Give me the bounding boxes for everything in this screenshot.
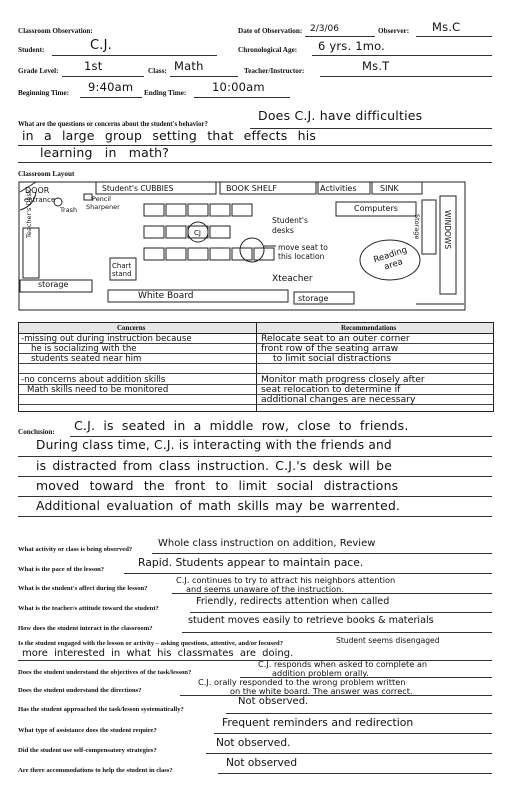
class-label: Class: bbox=[148, 67, 167, 75]
answer-directions-line-1: C.J. orally responded to the wrong problem written bbox=[198, 677, 406, 687]
windows-label: WINDOWS bbox=[443, 210, 452, 250]
grade-value: 1st bbox=[84, 59, 103, 73]
this-location-label: this location bbox=[278, 252, 325, 261]
recommendation-row-2-line-2: seat relocation to determine if bbox=[261, 384, 401, 395]
classroom-observation-label: Classroom Observation: bbox=[18, 27, 93, 35]
question-directions: Does the student understand the directions? bbox=[18, 687, 142, 694]
reading-area-label: Reading area bbox=[372, 245, 409, 273]
recommendation-row-1-line-2: front row of the seating arraw bbox=[261, 343, 399, 354]
answer-directions-line-2: on the white board. The answer was correct. bbox=[230, 686, 413, 696]
activities-label: Activities bbox=[320, 184, 357, 193]
answer-systematic: Not observed. bbox=[238, 696, 309, 707]
concern-row-2-line-1: -no concerns about addition skills bbox=[21, 375, 166, 385]
question-affect: What is the student's affect during the lesson? bbox=[18, 585, 148, 592]
concern-line-3: learning in math? bbox=[40, 145, 170, 160]
age-label: Chronological Age: bbox=[238, 46, 298, 54]
question-assistance: What type of assistance does the student require? bbox=[18, 727, 157, 734]
answer-self-compensatory: Not observed. bbox=[216, 737, 291, 749]
question-engaged: Is the student engaged with the lesson or activity – asking questions, attentive, and/or focused? bbox=[18, 640, 283, 647]
begin-value: 9:40am bbox=[88, 80, 134, 94]
recommendations-header: Recommendations bbox=[341, 324, 397, 332]
storage-right-label: Storage bbox=[413, 214, 421, 240]
question-teacher-attitude: What is the teacher/s attitude toward the student? bbox=[18, 605, 159, 612]
answer-interact: student moves easily to retrieve books & materials bbox=[188, 615, 434, 626]
conclusion-line-3: is distracted from class instruction. C.J.'s desk will be bbox=[36, 458, 393, 473]
cj-desk-label: CJ bbox=[194, 229, 201, 237]
concern-row-1-line-3: students seated near him bbox=[31, 354, 142, 364]
concerns-table bbox=[18, 322, 494, 412]
question-accommodations: Are there accommodations to help the student in class? bbox=[18, 767, 173, 774]
question-systematic: Has the student approached the task/lesson systematically? bbox=[18, 706, 184, 713]
class-value: Math bbox=[174, 59, 204, 73]
layout-title: Classroom Layout bbox=[18, 170, 75, 178]
answer-pace: Rapid. Students appear to maintain pace. bbox=[138, 556, 364, 569]
recommendation-row-2-line-1: Monitor math progress closely after bbox=[261, 374, 425, 385]
end-label: Ending Time: bbox=[144, 89, 187, 97]
student-value: C.J. bbox=[90, 38, 112, 53]
answer-affect-line-1: C.J. continues to try to attract his neighbors attention bbox=[176, 575, 396, 585]
chart-stand-label: Chart stand bbox=[112, 262, 132, 278]
question-pace: What is the pace of the lesson? bbox=[18, 566, 105, 573]
student-label: Student: bbox=[18, 46, 45, 54]
answer-activity: Whole class instruction on addition, Review bbox=[158, 538, 376, 549]
question-activity: What activity or class is being observed? bbox=[18, 546, 133, 553]
concern-line-1: Does C.J. have difficulties bbox=[258, 108, 423, 123]
pencil-label: Pencil bbox=[92, 195, 111, 203]
observer-value: Ms.C bbox=[432, 20, 461, 34]
concern-line-2: in a large group setting that effects his bbox=[22, 128, 317, 143]
conclusion-line-5: Additional evaluation of math skills may be warrented. bbox=[36, 498, 401, 513]
end-value: 10:00am bbox=[212, 80, 265, 94]
conclusion-line-4: moved toward the front to limit social distractions bbox=[36, 478, 399, 493]
storage-bottom-label: storage bbox=[298, 294, 329, 303]
sharpener-label: Sharpener bbox=[86, 203, 120, 211]
date-value: 2/3/06 bbox=[310, 24, 339, 34]
begin-label: Beginning Time: bbox=[18, 89, 70, 97]
entrance-label: entrance bbox=[24, 196, 56, 204]
concern-question-label: What are the questions or concerns about the student's behavior? bbox=[18, 121, 208, 128]
bookshelf-label: BOOK SHELF bbox=[226, 184, 277, 193]
age-value: 6 yrs. 1mo. bbox=[318, 39, 386, 53]
question-self-compensatory: Did the student use self-compensatory strategies? bbox=[18, 747, 157, 754]
recommendation-row-1-line-3: to limit social distractions bbox=[273, 353, 392, 364]
teacher-value: Ms.T bbox=[362, 59, 390, 73]
answer-objectives-line-2: addition problem orally. bbox=[272, 668, 369, 678]
sink-label: SINK bbox=[380, 184, 399, 193]
teacher-label: Teacher/Instructor: bbox=[244, 67, 305, 75]
answer-engaged-line-1: Student seems disengaged bbox=[336, 636, 440, 645]
concern-row-1-line-2: he is socializing with the bbox=[31, 344, 137, 354]
conclusion-label: Conclusion: bbox=[18, 428, 55, 436]
storage-left-label: storage bbox=[38, 280, 69, 289]
whiteboard-label: White Board bbox=[138, 291, 194, 301]
answer-engaged-line-2: more interested in what his classmates are doing. bbox=[22, 648, 294, 659]
conclusion-line-2: During class time, C.J. is interacting with the friends and bbox=[36, 438, 392, 452]
concerns-header: Concerns bbox=[117, 324, 146, 332]
teacher-position-label: Xteacher bbox=[272, 274, 313, 284]
grade-label: Grade Level: bbox=[18, 67, 59, 75]
concern-row-1-line-1: -missing out during instruction because bbox=[21, 334, 192, 344]
date-label: Date of Observation: bbox=[238, 27, 303, 35]
move-seat-label: move seat to bbox=[278, 243, 328, 252]
students-desks-label: Student's desks bbox=[272, 216, 308, 235]
answer-teacher-attitude: Friendly, redirects attention when called bbox=[196, 596, 390, 607]
concern-row-2-line-2: Math skills need to be monitored bbox=[27, 385, 169, 395]
answer-objectives-line-1: C.J. responds when asked to complete an bbox=[258, 659, 428, 669]
trash-label: Trash bbox=[60, 206, 78, 214]
question-interact: How does the student interact in the classroom? bbox=[18, 625, 153, 632]
cubbies-label: Student's CUBBIES bbox=[102, 184, 174, 193]
answer-assistance: Frequent reminders and redirection bbox=[222, 716, 414, 729]
answer-accommodations: Not observed bbox=[226, 757, 298, 769]
recommendation-row-1-line-1: Relocate seat to an outer corner bbox=[261, 333, 410, 344]
door-label: DOOR bbox=[25, 186, 50, 195]
conclusion-line-1: C.J. is seated in a middle row, close to friends. bbox=[74, 418, 409, 433]
answer-affect-line-2: and seems unaware of the instruction. bbox=[186, 584, 344, 594]
recommendation-row-2-line-3: additional changes are necessary bbox=[261, 394, 416, 405]
observer-label: Observer: bbox=[378, 27, 410, 35]
computers-label: Computers bbox=[354, 204, 398, 213]
teachers-desk-label: Teacher's Desk bbox=[25, 189, 33, 238]
question-objectives: Does the student understand the objectives of the task/lesson? bbox=[18, 669, 192, 676]
